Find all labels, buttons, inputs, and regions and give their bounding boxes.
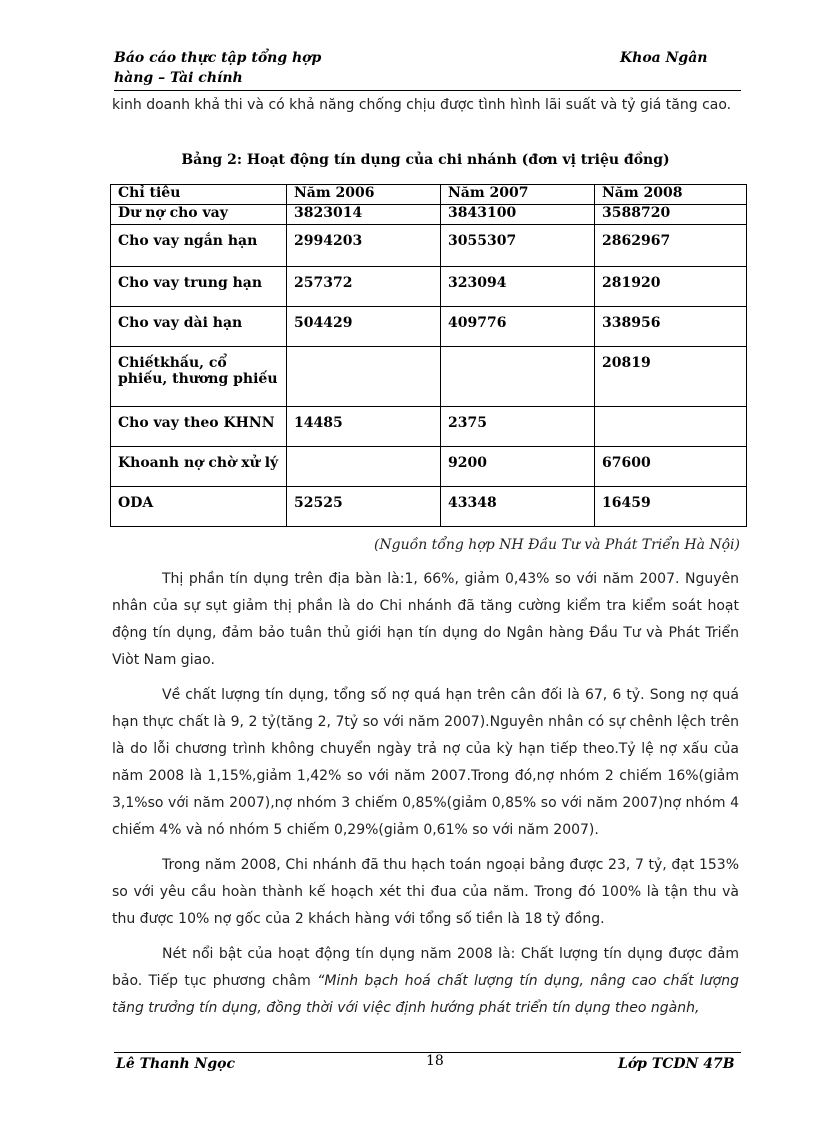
body-paragraphs xyxy=(112,566,739,1022)
header-title-line1: Báo cáo thực tập tổng hợp xyxy=(114,50,322,66)
table-row xyxy=(111,407,747,447)
cell-2006: 2994203 xyxy=(287,225,441,267)
paragraph-off-balance-recovery: Trong năm 2008, Chi nhánh đã thu hạch toán ngoại bảng được 23, 7 tỷ, đạt 153% so với yêu cầu hoàn thành kế hoạch xét thi đua của năm. Trong đó 100% là tận thu và thu được 10% nợ gốc của 2 khách hàng với tổng số tiền là 18 tỷ đồng. xyxy=(112,857,739,927)
table-source-note: (Nguồn tổng hợp NH Đầu Tư và Phát Triển Hà Nội) xyxy=(373,537,740,553)
footer-page-number: 18 xyxy=(426,1053,444,1069)
cell-2006: 3823014 xyxy=(287,205,441,225)
row-label: Dư nợ cho vay xyxy=(111,205,287,225)
cell-2007: 323094 xyxy=(441,267,595,307)
header-cell: Năm 2006 xyxy=(287,185,441,205)
cell-2008 xyxy=(595,407,747,447)
intro-paragraph xyxy=(112,92,739,119)
credit-activity-table xyxy=(110,184,747,527)
cell-2006: 504429 xyxy=(287,307,441,347)
cell-2007: 3055307 xyxy=(441,225,595,267)
paragraph-market-share: Thị phần tín dụng trên địa bàn là:1, 66%, giảm 0,43% so với năm 2007. Nguyên nhân của sự sụt giảm thị phần là do Chi nhánh đã tăng cường kiểm tra kiểm soát hoạt động tín dụng, đảm bảo tuân thủ giới hạn tín dụng do Ngân hàng Đầu Tư và Phát Triển Viòt Nam giao. xyxy=(112,571,739,668)
row-label: Cho vay dài hạn xyxy=(111,307,287,347)
cell-2007: 9200 xyxy=(441,447,595,487)
cell-2006 xyxy=(287,447,441,487)
cell-2008: 67600 xyxy=(595,447,747,487)
cell-2006: 14485 xyxy=(287,407,441,447)
intro-text: kinh doanh khả thi và có khả năng chống chịu được tình hình lãi suất và tỷ giá tăng cao. xyxy=(112,97,732,113)
table-row xyxy=(111,347,747,407)
paragraph-highlights xyxy=(112,941,739,1022)
table-row xyxy=(111,487,747,527)
header-faculty: Khoa Ngân xyxy=(620,50,708,66)
cell-2007: 43348 xyxy=(441,487,595,527)
cell-2008: 338956 xyxy=(595,307,747,347)
cell-2007 xyxy=(441,347,595,407)
table-row xyxy=(111,307,747,347)
cell-2008: 2862967 xyxy=(595,225,747,267)
cell-2006 xyxy=(287,347,441,407)
cell-2008: 3588720 xyxy=(595,205,747,225)
header-divider xyxy=(114,90,741,91)
row-label: Khoanh nợ chờ xử lý xyxy=(111,447,287,487)
table-header-row xyxy=(111,185,747,205)
row-label: Cho vay theo KHNN xyxy=(111,407,287,447)
row-label: ODA xyxy=(111,487,287,527)
highlights-text: Nét nổi bật của hoạt động tín dụng năm 2008 là: Chất lượng tín dụng được đảm bảo. Tiếp tục phương châm xyxy=(112,946,739,989)
table-row xyxy=(111,225,747,267)
table-row xyxy=(111,447,747,487)
header-report-title xyxy=(114,48,321,88)
page-header xyxy=(114,48,741,90)
row-label: Cho vay trung hạn xyxy=(111,267,287,307)
footer-author: Lê Thanh Ngọc xyxy=(116,1056,235,1072)
highlights-motto: “Minh bạch hoá chất lượng tín dụng, nâng cao chất lượng tăng trưởng tín dụng, đồng thời với việc định hướng phát triển tín dụng theo ngành, xyxy=(112,973,739,1016)
cell-2007: 2375 xyxy=(441,407,595,447)
cell-2007: 409776 xyxy=(441,307,595,347)
header-cell: Năm 2008 xyxy=(595,185,747,205)
cell-2008: 281920 xyxy=(595,267,747,307)
header-title-line2: hàng – Tài chính xyxy=(114,70,243,86)
footer-class: Lớp TCDN 47B xyxy=(618,1056,735,1072)
header-cell: Năm 2007 xyxy=(441,185,595,205)
header-cell: Chỉ tiêu xyxy=(111,185,287,205)
row-label: Cho vay ngắn hạn xyxy=(111,225,287,267)
paragraph-credit-quality: Về chất lượng tín dụng, tổng số nợ quá hạn trên cân đối là 67, 6 tỷ. Song nợ quá hạn thực chất là 9, 2 tỷ(tăng 2, 7tỷ so với năm 2007).Nguyên nhân có sự chênh lệch trên là do lỗi chương trình không chuyển ngày trả nợ của kỳ hạn tiếp theo.Tỷ lệ nợ xấu của năm 2008 là 1,15%,giảm 1,42% so với năm 2007.Trong đó,nợ nhóm 2 chiếm 16%(giảm 3,1%so với năm 2007),nợ nhóm 3 chiếm 0,85%(giảm 0,85% so với năm 2007)nợ nhóm 4 chiếm 4% và nó nhóm 5 chiếm 0,29%(giảm 0,61% so với năm 2007). xyxy=(112,687,739,838)
cell-2008: 16459 xyxy=(595,487,747,527)
cell-2006: 257372 xyxy=(287,267,441,307)
table-row xyxy=(111,205,747,225)
cell-2008: 20819 xyxy=(595,347,747,407)
cell-2006: 52525 xyxy=(287,487,441,527)
cell-2007: 3843100 xyxy=(441,205,595,225)
table-row xyxy=(111,267,747,307)
row-label: Chiếtkhấu, cổ phiếu, thương phiếu xyxy=(111,347,287,407)
table-title: Bảng 2: Hoạt động tín dụng của chi nhánh (đơn vị triệu đồng) xyxy=(181,152,670,168)
